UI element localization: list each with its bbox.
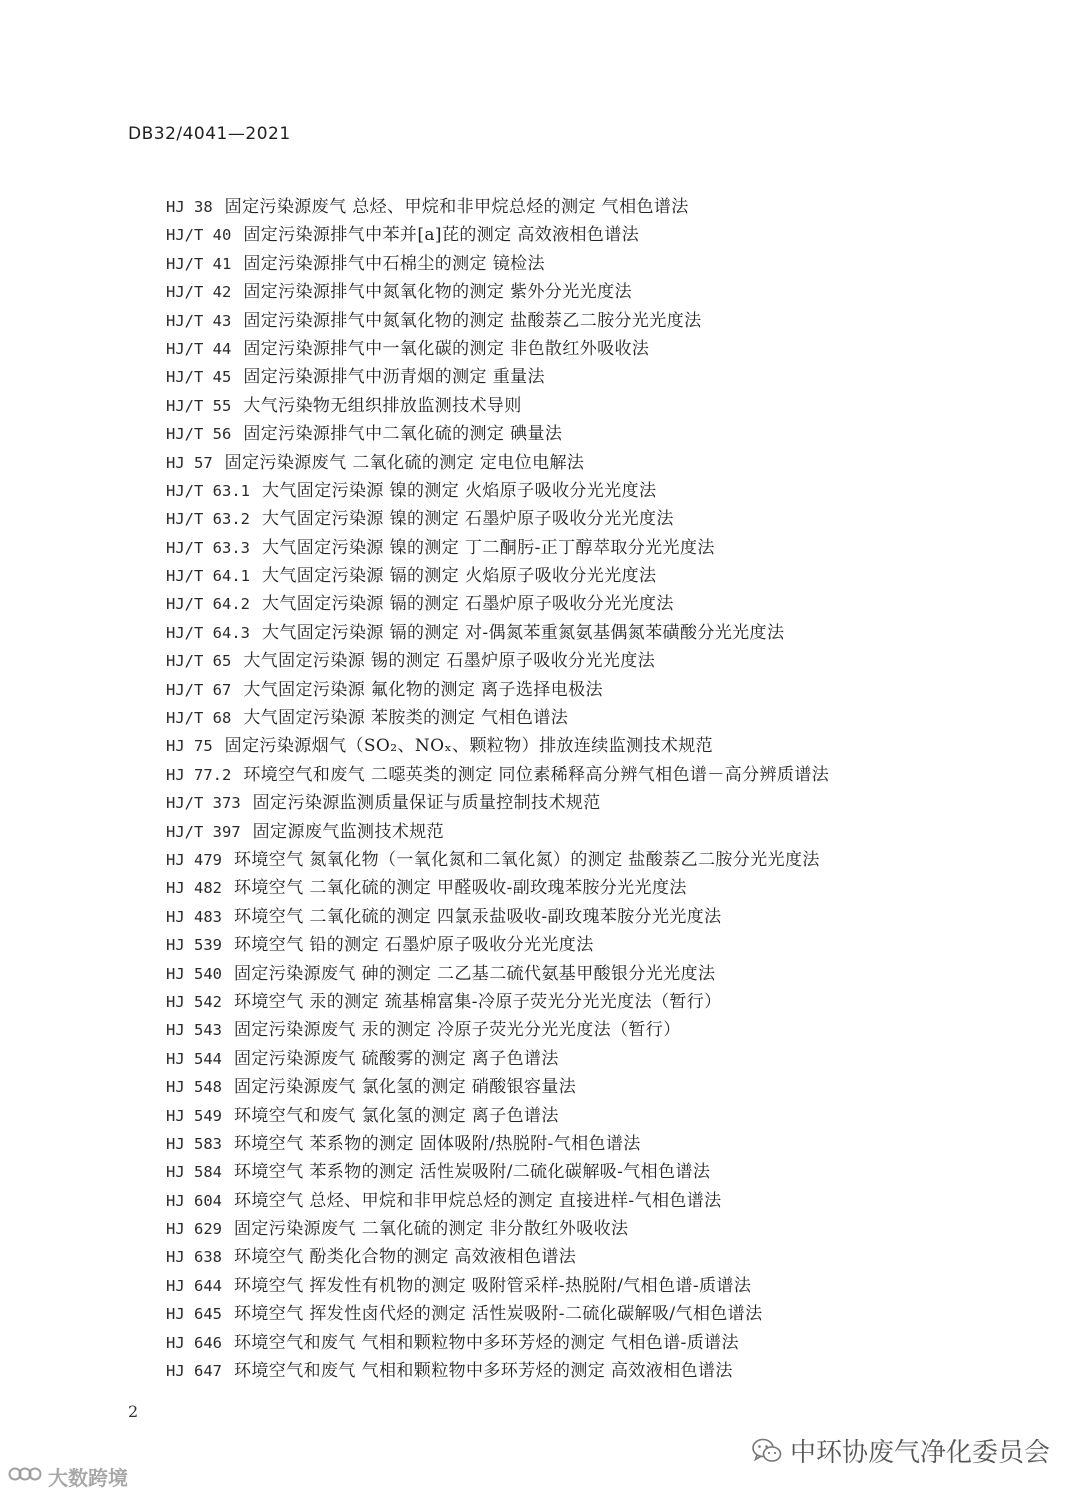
reference-item (166, 1045, 829, 1073)
reference-title: 大气固定污染源 氟化物的测定 离子选择电极法 (243, 679, 603, 700)
reference-title: 环境空气 挥发性卤代烃的测定 活性炭吸附-二硫化碳解吸/气相色谱法 (234, 1304, 763, 1325)
reference-code: HJ/T 64.1 (166, 567, 250, 586)
reference-item (166, 307, 829, 335)
reference-title: 环境空气 二氧化硫的测定 四氯汞盐吸收-副玫瑰苯胺分光光度法 (234, 906, 722, 927)
reference-code: HJ 646 (166, 1333, 222, 1352)
reference-item (166, 1357, 829, 1385)
reference-title: 固定污染源废气 二氧化硫的测定 定电位电解法 (224, 452, 585, 473)
wechat-account-name: 中环协废气净化委员会 (789, 1438, 1050, 1468)
reference-code: HJ 539 (166, 936, 222, 955)
reference-item (166, 704, 829, 732)
reference-item (166, 647, 829, 675)
reference-title: 大气固定污染源 苯胺类的测定 气相色谱法 (243, 708, 569, 729)
reference-title: 环境空气 二氧化硫的测定 甲醛吸收-副玫瑰苯胺分光光度法 (234, 878, 687, 899)
reference-code: HJ 38 (166, 198, 213, 216)
reference-item (166, 761, 829, 789)
reference-title: 环境空气 氮氧化物（一氧化氮和二氧化氮）的测定 盐酸萘乙二胺分光光度法 (234, 849, 820, 870)
reference-item (166, 392, 829, 420)
reference-title: 大气固定污染源 镍的测定 石墨炉原子吸收分光光度法 (262, 509, 674, 530)
reference-title: 大气固定污染源 镉的测定 石墨炉原子吸收分光光度法 (262, 594, 674, 615)
reference-code: HJ/T 42 (166, 283, 232, 302)
reference-title: 环境空气和废气 气相和颗粒物中多环芳烃的测定 气相色谱-质谱法 (234, 1332, 739, 1353)
reference-code: HJ/T 67 (166, 680, 232, 699)
reference-item (166, 1016, 829, 1044)
reference-code: HJ/T 65 (166, 652, 232, 671)
reference-item (166, 250, 829, 278)
reference-item (166, 278, 829, 306)
reference-code: HJ 645 (166, 1305, 222, 1324)
reference-code: HJ/T 56 (166, 425, 232, 444)
watermark-logo-icon (8, 1463, 42, 1490)
reference-item (166, 193, 829, 221)
reference-title: 固定源废气监测技术规范 (252, 821, 445, 842)
reference-title: 固定污染源废气 汞的测定 冷原子荧光分光光度法（暂行） (234, 1020, 681, 1041)
reference-item (166, 1073, 829, 1101)
reference-code: HJ 544 (166, 1049, 222, 1068)
reference-item (166, 732, 829, 760)
reference-title: 固定污染源排气中沥青烟的测定 重量法 (243, 367, 545, 388)
reference-title: 固定污染源废气 总烃、甲烷和非甲烷总烃的测定 气相色谱法 (224, 197, 689, 217)
reference-item (166, 619, 829, 647)
reference-code: HJ/T 44 (166, 339, 232, 358)
reference-title: 大气污染物无组织排放监测技术导则 (243, 395, 522, 416)
reference-item (166, 505, 829, 533)
reference-code: HJ 629 (166, 1220, 222, 1239)
reference-item (166, 477, 829, 505)
reference-code: HJ 75 (166, 737, 213, 756)
reference-code: HJ 542 (166, 992, 222, 1011)
reference-item (166, 449, 829, 477)
reference-item (166, 846, 829, 874)
reference-code: HJ/T 41 (166, 254, 232, 273)
reference-title: 环境空气 铅的测定 石墨炉原子吸收分光光度法 (234, 935, 594, 956)
reference-title: 环境空气 汞的测定 巯基棉富集-冷原子荧光分光光度法（暂行） (234, 991, 722, 1012)
reference-item (166, 818, 829, 846)
reference-code: HJ 647 (166, 1362, 222, 1381)
reference-title: 环境空气和废气 气相和颗粒物中多环芳烃的测定 高效液相色谱法 (234, 1361, 733, 1382)
document-code: DB32/4041—2021 (128, 124, 291, 144)
reference-item (166, 1215, 829, 1243)
reference-code: HJ 479 (166, 850, 222, 869)
reference-item (166, 931, 829, 959)
reference-item (166, 221, 829, 249)
normative-reference-list (166, 193, 829, 1385)
reference-code: HJ 482 (166, 879, 222, 898)
reference-item (166, 1272, 829, 1300)
reference-code: HJ/T 55 (166, 396, 232, 415)
reference-code: HJ/T 63.2 (166, 510, 250, 529)
reference-code: HJ 584 (166, 1163, 222, 1182)
reference-title: 环境空气 苯系物的测定 活性炭吸附/二硫化碳解吸-气相色谱法 (234, 1162, 711, 1183)
reference-title: 固定污染源排气中二氧化硫的测定 碘量法 (243, 424, 563, 445)
reference-code: HJ/T 43 (166, 311, 232, 330)
reference-title: 大气固定污染源 镉的测定 火焰原子吸收分光光度法 (262, 566, 657, 587)
reference-code: HJ 638 (166, 1248, 222, 1267)
reference-title: 固定污染源监测质量保证与质量控制技术规范 (252, 793, 601, 814)
reference-title: 固定污染源废气 二氧化硫的测定 非分散红外吸收法 (234, 1219, 629, 1240)
wechat-account-mark (752, 1432, 1050, 1469)
reference-code: HJ 77.2 (166, 765, 232, 784)
reference-code: HJ/T 373 (166, 794, 241, 813)
reference-title: 大气固定污染源 镍的测定 丁二酮肟-正丁醇萃取分光光度法 (262, 537, 715, 558)
reference-item (166, 1102, 829, 1130)
reference-item (166, 1329, 829, 1357)
reference-item (166, 960, 829, 988)
reference-code: HJ 543 (166, 1021, 222, 1040)
reference-title: 固定污染源废气 硫酸雾的测定 离子色谱法 (234, 1048, 559, 1069)
reference-code: HJ 548 (166, 1078, 222, 1097)
reference-item (166, 903, 829, 931)
page-number: 2 (128, 1402, 139, 1421)
reference-item (166, 363, 829, 391)
reference-code: HJ/T 45 (166, 368, 232, 387)
reference-item (166, 789, 829, 817)
reference-code: HJ/T 40 (166, 226, 232, 245)
reference-title: 固定污染源排气中石棉尘的测定 镜检法 (243, 253, 545, 274)
reference-code: HJ 583 (166, 1134, 222, 1153)
reference-title: 固定污染源排气中苯并[a]芘的测定 高效液相色谱法 (243, 225, 640, 246)
reference-title: 环境空气和废气 二噁英类的测定 同位素稀释高分辨气相色谱－高分辨质谱法 (243, 764, 830, 785)
reference-title: 固定污染源排气中氮氧化物的测定 紫外分光光度法 (243, 282, 632, 303)
reference-title: 固定污染源废气 氯化氢的测定 硝酸银容量法 (234, 1077, 577, 1098)
reference-code: HJ/T 64.2 (166, 595, 250, 614)
reference-item (166, 988, 829, 1016)
reference-title: 环境空气 总烃、甲烷和非甲烷总烃的测定 直接进样-气相色谱法 (234, 1190, 722, 1211)
reference-item (166, 1187, 829, 1215)
reference-title: 环境空气和废气 氯化氢的测定 离子色谱法 (234, 1105, 559, 1126)
reference-title: 固定污染源烟气（SO₂、NOₓ、颗粒物）排放连续监测技术规范 (224, 736, 714, 757)
reference-item (166, 420, 829, 448)
reference-title: 环境空气 挥发性有机物的测定 吸附管采样-热脱附/气相色谱-质谱法 (234, 1275, 752, 1296)
reference-item (166, 1243, 829, 1271)
reference-item (166, 874, 829, 902)
reference-item (166, 335, 829, 363)
wechat-icon (752, 1438, 782, 1464)
reference-title: 大气固定污染源 镍的测定 火焰原子吸收分光光度法 (262, 480, 657, 501)
reference-code: HJ 483 (166, 907, 222, 926)
reference-code: HJ 549 (166, 1106, 222, 1125)
reference-title: 大气固定污染源 镉的测定 对-偶氮苯重氮氨基偶氮苯磺酸分光光度法 (262, 622, 785, 643)
reference-code: HJ 540 (166, 964, 222, 983)
reference-item (166, 534, 829, 562)
reference-code: HJ/T 63.1 (166, 481, 250, 500)
reference-item (166, 1300, 829, 1328)
reference-code: HJ/T 63.3 (166, 538, 250, 557)
reference-code: HJ/T 68 (166, 709, 232, 728)
reference-item (166, 590, 829, 618)
reference-title: 大气固定污染源 锡的测定 石墨炉原子吸收分光光度法 (243, 651, 656, 672)
reference-code: HJ/T 64.3 (166, 623, 250, 642)
reference-item (166, 1158, 829, 1186)
reference-title: 环境空气 苯系物的测定 固体吸附/热脱附-气相色谱法 (234, 1133, 641, 1154)
watermark (8, 1462, 128, 1491)
reference-code: HJ 57 (166, 453, 213, 472)
reference-code: HJ 604 (166, 1191, 222, 1210)
reference-item (166, 562, 829, 590)
reference-item (166, 1130, 829, 1158)
reference-code: HJ 644 (166, 1276, 222, 1295)
reference-title: 固定污染源排气中一氧化碳的测定 非色散红外吸收法 (243, 338, 650, 359)
reference-code: HJ/T 397 (166, 822, 241, 841)
reference-title: 固定污染源排气中氮氧化物的测定 盐酸萘乙二胺分光光度法 (243, 310, 702, 331)
reference-item (166, 676, 829, 704)
watermark-text: 大数跨境 (48, 1466, 128, 1490)
reference-title: 固定污染源废气 砷的测定 二乙基二硫代氨基甲酸银分光光度法 (234, 963, 716, 984)
reference-title: 环境空气 酚类化合物的测定 高效液相色谱法 (234, 1247, 577, 1268)
